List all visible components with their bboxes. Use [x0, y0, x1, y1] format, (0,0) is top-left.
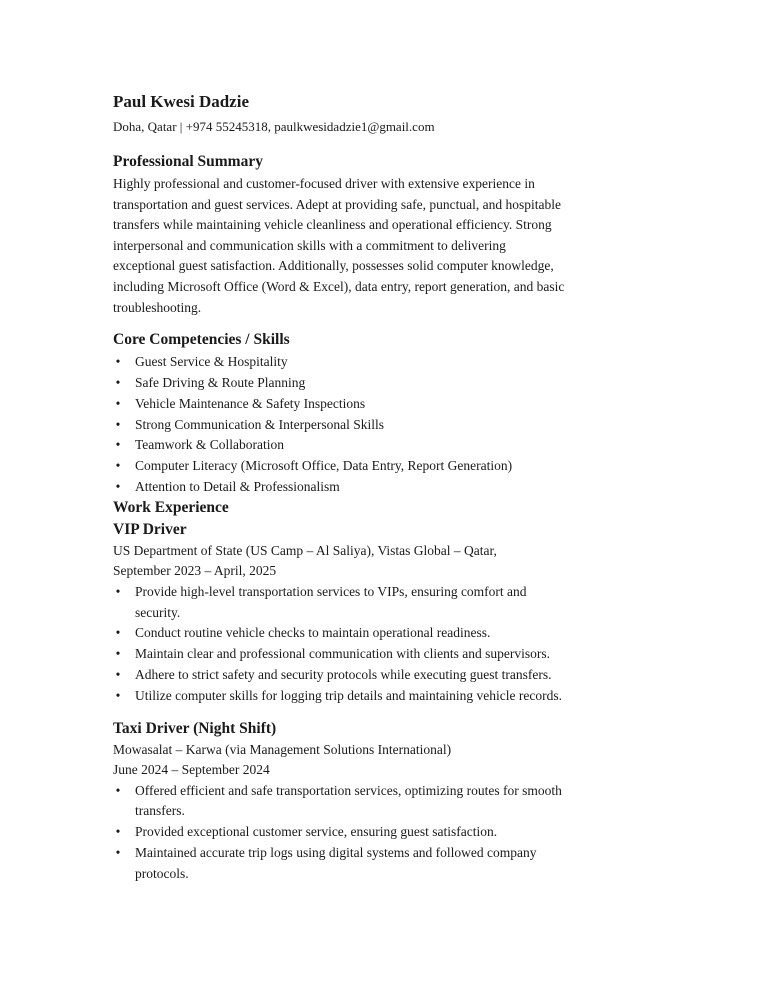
duty-line: Adhere to strict safety and security protocols while executing guest transfers.	[135, 666, 552, 682]
duty-line: protocols.	[135, 865, 189, 881]
summary-line: Highly professional and customer-focused driver with extensive experience in	[113, 176, 535, 191]
skills-heading: Core Competencies / Skills	[113, 331, 290, 349]
duties-list	[113, 781, 668, 885]
duty-line: Provide high-level transportation services to VIPs, ensuring comfort and	[135, 583, 527, 599]
duty-line: Maintain clear and professional communication with clients and supervisors.	[135, 646, 551, 662]
job-title: VIP Driver	[113, 520, 187, 538]
bullet-icon: •	[115, 782, 121, 798]
job-entry	[113, 719, 668, 885]
duty-item	[113, 781, 645, 823]
skill-text: Computer Literacy (Microsoft Office, Data Entry, Report Generation)	[135, 458, 513, 474]
skill-text: Safe Driving & Route Planning	[135, 374, 306, 390]
duty-line: security.	[135, 604, 181, 620]
duty-line: Provided exceptional customer service, ensuring guest satisfaction.	[135, 824, 498, 840]
contact-info: Doha, Qatar | +974 55245318, paulkwesidadzie1@gmail.com	[113, 119, 435, 134]
summary-line: transportation and guest services. Adept at providing safe, punctual, and hospitable	[113, 196, 562, 212]
bullet-icon: •	[115, 478, 121, 494]
skill-item	[113, 477, 645, 498]
summary-line: transfers while maintaining vehicle cleanliness and operational efficiency. Strong	[113, 217, 552, 233]
bullet-icon: •	[115, 354, 121, 370]
bullet-icon: •	[115, 625, 121, 641]
skills-list	[113, 352, 668, 498]
bullet-icon: •	[115, 416, 121, 432]
duty-line: Conduct routine vehicle checks to maintain operational readiness.	[135, 625, 491, 641]
skill-text: Guest Service & Hospitality	[135, 354, 288, 370]
bullet-icon: •	[115, 395, 121, 411]
duty-line: transfers.	[135, 803, 185, 819]
duties-list	[113, 582, 668, 707]
skill-item	[113, 456, 645, 477]
candidate-name: Paul Kwesi Dadzie	[113, 92, 249, 111]
duty-item	[113, 623, 645, 644]
skill-text: Attention to Detail & Professionalism	[135, 478, 340, 494]
summary-line: exceptional guest satisfaction. Additionally, possesses solid computer knowledge,	[113, 258, 554, 274]
skill-item	[113, 352, 645, 373]
job-organization: Mowasalat – Karwa (via Management Solutions International)	[113, 741, 452, 757]
bullet-icon: •	[115, 666, 121, 682]
duty-item	[113, 843, 645, 885]
skill-text: Vehicle Maintenance & Safety Inspections	[135, 395, 366, 411]
bullet-icon: •	[115, 374, 121, 390]
bullet-icon: •	[115, 458, 121, 474]
bullet-icon: •	[115, 583, 121, 599]
bullet-icon: •	[115, 437, 121, 453]
skill-item	[113, 415, 645, 436]
duty-line: Offered efficient and safe transportation services, optimizing routes for smooth	[135, 782, 562, 798]
duty-item	[113, 665, 645, 686]
summary-line: interpersonal and communication skills with a commitment to delivering	[113, 237, 506, 253]
summary-line: including Microsoft Office (Word & Excel), data entry, report generation, and basic	[113, 278, 565, 294]
bullet-icon: •	[115, 646, 121, 662]
job-title: Taxi Driver (Night Shift)	[113, 719, 277, 737]
duty-line: Maintained accurate trip logs using digital systems and followed company	[135, 844, 537, 860]
skill-item	[113, 435, 645, 456]
bullet-icon: •	[115, 824, 121, 840]
skill-item	[113, 394, 645, 415]
skill-item	[113, 373, 645, 394]
bullet-icon: •	[115, 844, 121, 860]
summary-heading: Professional Summary	[113, 153, 263, 170]
job-dates: June 2024 – September 2024	[113, 762, 270, 778]
duty-item	[113, 644, 645, 665]
job-entry	[113, 520, 668, 707]
skill-text: Strong Communication & Interpersonal Skills	[135, 416, 384, 432]
bullet-icon: •	[115, 687, 121, 703]
summary-line: troubleshooting.	[113, 299, 202, 315]
duty-item	[113, 686, 645, 707]
job-dates: September 2023 – April, 2025	[113, 563, 277, 579]
summary-paragraph	[113, 174, 633, 318]
skill-text: Teamwork & Collaboration	[135, 437, 285, 453]
duty-line: Utilize computer skills for logging trip details and maintaining vehicle records.	[135, 687, 563, 703]
duty-item	[113, 582, 645, 624]
job-organization: US Department of State (US Camp – Al Saliya), Vistas Global – Qatar,	[113, 542, 497, 558]
duty-item	[113, 822, 645, 843]
experience-heading: Work Experience	[113, 498, 229, 516]
